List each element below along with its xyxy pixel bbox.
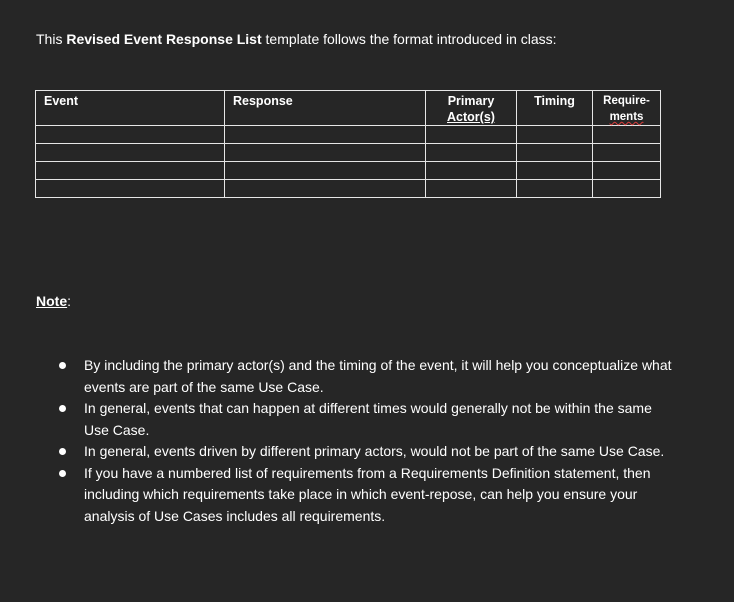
list-item: In general, events that can happen at different times would generally not be within the same Use Case.: [56, 398, 676, 441]
table-cell[interactable]: [36, 180, 225, 198]
bullet-icon: [59, 470, 66, 477]
table-cell[interactable]: [225, 144, 426, 162]
table-cell[interactable]: [426, 126, 517, 144]
table-row: [36, 126, 661, 144]
list-item: In general, events driven by different primary actors, would not be part of the same Use Case.: [56, 441, 676, 463]
header-event: Event: [36, 91, 225, 126]
intro-bold-title: Revised Event Response List: [66, 31, 262, 47]
table-row: [36, 162, 661, 180]
table-cell[interactable]: [517, 144, 593, 162]
table-cell[interactable]: [426, 144, 517, 162]
event-response-table: [35, 90, 661, 198]
table-cell[interactable]: [36, 126, 225, 144]
table-cell[interactable]: [593, 180, 661, 198]
table-cell[interactable]: [517, 180, 593, 198]
bullet-icon: [59, 362, 66, 369]
header-response: Response: [225, 91, 426, 126]
table-header-row: [36, 91, 661, 126]
list-item: If you have a numbered list of requirements from a Requirements Definition statement, then including which requirements take place in which event-repose, can help you ensure your analysis of Use Cases includes all requirements.: [56, 463, 676, 528]
table-row: [36, 144, 661, 162]
bullet-icon: [59, 405, 66, 412]
intro-text: [36, 30, 557, 48]
bullet-icon: [59, 448, 66, 455]
intro-prefix: This: [36, 31, 67, 47]
table-row: [36, 180, 661, 198]
header-primary-actors: Primary Actor(s): [426, 91, 517, 126]
header-requirements: Require- ments: [593, 91, 661, 126]
table-cell[interactable]: [517, 162, 593, 180]
table-cell[interactable]: [225, 162, 426, 180]
table-cell[interactable]: [426, 180, 517, 198]
table-cell[interactable]: [593, 126, 661, 144]
table-cell[interactable]: [426, 162, 517, 180]
header-timing: Timing: [517, 91, 593, 126]
notes-bullet-list: [56, 355, 676, 527]
intro-suffix: template follows the format introduced in class:: [261, 31, 557, 47]
list-item: By including the primary actor(s) and the timing of the event, it will help you conceptualize what events are part of the same Use Case.: [56, 355, 676, 398]
table-cell[interactable]: [225, 126, 426, 144]
table-cell[interactable]: [36, 162, 225, 180]
table-cell[interactable]: [36, 144, 225, 162]
table-cell[interactable]: [225, 180, 426, 198]
table-cell[interactable]: [593, 162, 661, 180]
note-heading: Note:: [36, 293, 72, 309]
table-cell[interactable]: [517, 126, 593, 144]
table-cell[interactable]: [593, 144, 661, 162]
